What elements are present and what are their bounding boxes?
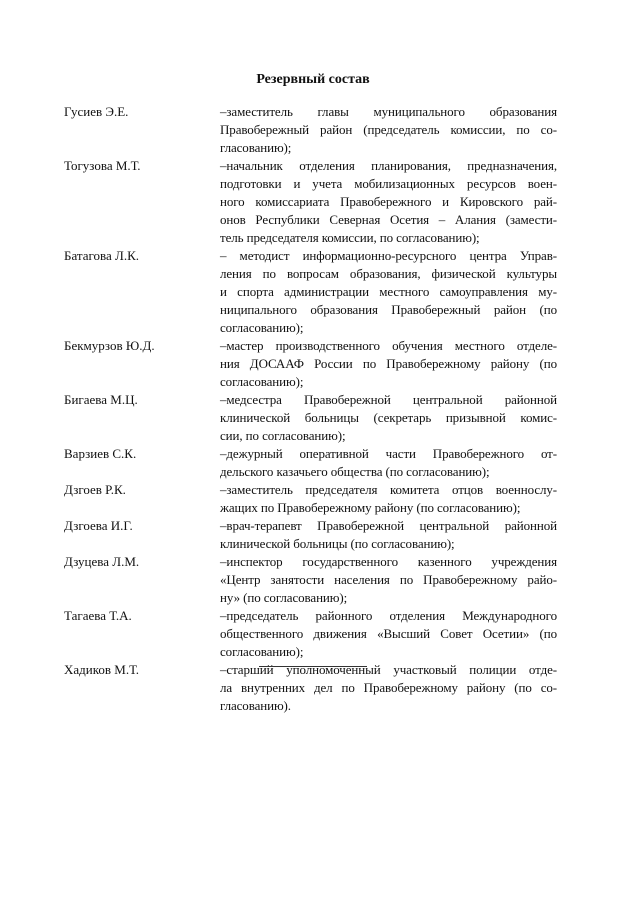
member-entry: [0, 607, 640, 661]
member-entry: [0, 103, 640, 157]
member-name: Дзгоева И.Г.: [64, 518, 133, 533]
member-entry: [0, 337, 640, 391]
member-name: Хадиков М.Т.: [64, 662, 139, 677]
member-role-line: сии, по согласованию);: [220, 428, 346, 443]
member-role-line: гласованию);: [220, 140, 292, 155]
member-entry: [0, 517, 640, 553]
member-role-line: ления по вопросам образования, физической культуры: [220, 266, 557, 281]
end-rule: [259, 666, 367, 667]
member-role: [220, 553, 557, 607]
member-role-line: подготовки и учета мобилизационных ресурсов воен-: [220, 176, 557, 191]
member-entry: [0, 481, 640, 517]
member-entry: [0, 157, 640, 247]
member-role-line: общественного движения «Высший Совет Осетии» (по: [220, 626, 557, 641]
member-role-line: гласованию).: [220, 698, 291, 713]
member-entry: [0, 391, 640, 445]
member-entry: [0, 553, 640, 607]
member-role-line: жащих по Правобережному району (по согласованию);: [220, 500, 521, 515]
member-entry: [0, 661, 640, 715]
member-role-line: –мастер производственного обучения местного отделе-: [220, 338, 557, 353]
member-role-line: ниципального образования Правобережный район (по: [220, 302, 557, 317]
member-role: [220, 103, 557, 157]
member-name: Бигаева М.Ц.: [64, 392, 138, 407]
member-name: Бекмурзов Ю.Д.: [64, 338, 155, 353]
member-role-line: –врач-терапевт Правобережной центральной районной: [220, 518, 557, 533]
member-role-line: –дежурный оперативной части Правобережного от-: [220, 446, 557, 461]
member-role-line: и спорта администрации местного самоуправления му-: [220, 284, 557, 299]
member-name: Дзуцева Л.М.: [64, 554, 140, 569]
member-role: [220, 445, 557, 481]
member-role-line: –медсестра Правобережной центральной районной: [220, 392, 557, 407]
member-role-line: согласованию);: [220, 374, 304, 389]
member-role-line: клинической больницы (по согласованию);: [220, 536, 455, 551]
member-role-line: онов Республики Северная Осетия – Алания (замести-: [220, 212, 557, 227]
member-role-line: ла внутренних дел по Правобережному району (по со-: [220, 680, 557, 695]
member-role-line: дельского казачьего общества (по согласованию);: [220, 464, 490, 479]
member-role-line: согласованию);: [220, 644, 304, 659]
member-role-line: – методист информационно-ресурсного центра Управ-: [220, 248, 557, 263]
member-role-line: согласованию);: [220, 320, 304, 335]
member-role: [220, 157, 557, 247]
member-entry: [0, 247, 640, 337]
member-role-line: ния ДОСААФ России по Правобережному району (по: [220, 356, 557, 371]
member-name: Гусиев Э.Е.: [64, 104, 129, 119]
member-role: [220, 661, 557, 715]
member-role-line: клинической больницы (секретарь призывной комис-: [220, 410, 557, 425]
member-role: [220, 337, 557, 391]
member-list: [0, 103, 640, 715]
member-role-line: ного комиссариата Правобережного и Кировского рай-: [220, 194, 557, 209]
member-name: Батагова Л.К.: [64, 248, 139, 263]
member-name: Дзгоев Р.К.: [64, 482, 126, 497]
member-role-line: тель председателя комиссии, по согласованию);: [220, 230, 480, 245]
member-role-line: Правобережный район (председатель комиссии, по со-: [220, 122, 557, 137]
member-role-line: –начальник отделения планирования, предназначения,: [220, 158, 557, 173]
member-role-line: –председатель районного отделения Международного: [220, 608, 557, 623]
member-role-line: –заместитель главы муниципального образования: [220, 104, 557, 119]
member-role-line: –заместитель председателя комитета отцов военнослу-: [220, 482, 557, 497]
member-name: Тогузова М.Т.: [64, 158, 141, 173]
member-role-line: «Центр занятости населения по Правобережному райо-: [220, 572, 557, 587]
member-role-line: –инспектор государственного казенного учреждения: [220, 554, 557, 569]
member-role: [220, 391, 557, 445]
member-role: [220, 247, 557, 337]
member-name: Тагаева Т.А.: [64, 608, 132, 623]
page-title: Резервный состав: [256, 72, 370, 87]
member-role: [220, 481, 557, 517]
member-role: [220, 517, 557, 553]
member-name: Варзиев С.К.: [64, 446, 137, 461]
member-entry: [0, 445, 640, 481]
member-role-line: –старший уполномоченный участковый полиции отде-: [220, 662, 557, 677]
member-role-line: ну» (по согласованию);: [220, 590, 348, 605]
member-role: [220, 607, 557, 661]
